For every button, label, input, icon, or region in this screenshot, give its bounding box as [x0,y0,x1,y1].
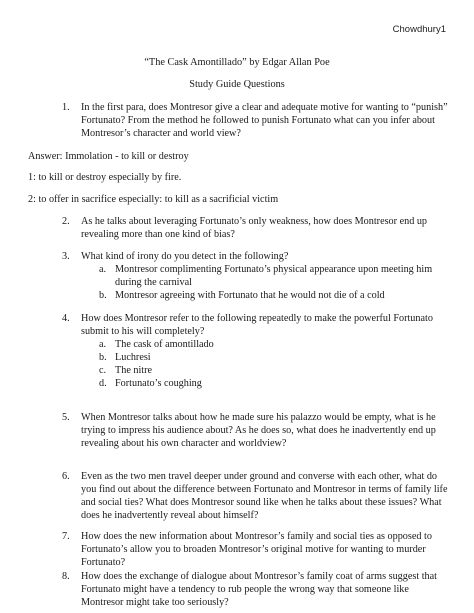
question-3-item-b: Montresor agreeing with Fortunato that he would not die of a cold [115,290,385,301]
question-3-item-b-label: b. [99,290,107,301]
question-6-line: you find out about the difference between Fortunato and Montresor in terms of family life [81,484,448,495]
question-6-line: and social ties? What does Montresor sound like when he talks about these issues? What [81,497,442,508]
question-8-line: Montresor might take too seriously? [81,597,229,608]
question-4-item-label: c. [99,365,107,376]
question-8-line: How does the exchange of dialogue about Montresor’s family coat of arms suggest that [81,571,438,582]
definition-2: 2: to offer in sacrifice especially: to kill as a sacrificial victim [28,194,279,205]
question-4-line: How does Montresor refer to the following repeatedly to make the powerful Fortunato [81,313,433,324]
question-2-line: revealing more than one kind of bias? [81,229,235,240]
question-5-line: When Montresor talks about how he made sure his palazzo would be empty, what is he [81,412,436,423]
question-4-item: Luchresi [115,352,151,363]
definition-1: 1: to kill or destroy especially by fire. [28,172,182,183]
question-7-line: Fortunato’s allow you to broaden Montresor’s original motive for wanting to murder [81,544,426,555]
question-4-item-label: d. [99,378,107,389]
question-7-line: How does the new information about Montresor’s family and social ties as opposed to [81,531,432,542]
question-5-number: 5. [62,412,70,423]
question-4-line: submit to his will completely? [81,326,205,337]
page-header-author: Chowdhury1 [392,24,446,35]
question-5-line: revealing about his own character and worldview? [81,438,287,449]
question-4-number: 4. [62,313,70,324]
question-7-number: 7. [62,531,70,542]
question-8-number: 8. [62,571,70,582]
question-3-item-a-label: a. [99,264,107,275]
question-6-line: Even as the two men travel deeper under ground and converse with each other, what do [81,471,438,482]
question-3-item-a: during the carnival [115,277,192,288]
question-4-item-label: a. [99,339,107,350]
answer-line: Answer: Immolation - to kill or destroy [28,151,189,162]
question-1-line: Montresor’s character and world view? [81,128,241,139]
question-4-item: The cask of amontillado [115,339,214,350]
question-3-line: What kind of irony do you detect in the following? [81,251,289,262]
question-6-line: does he inadvertently reveal about himself? [81,510,259,521]
question-1-line: In the first para, does Montresor give a clear and adequate motive for wanting to “punish” [81,102,448,113]
question-2-line: As he talks about leveraging Fortunato’s only weakness, how does Montresor end up [81,216,428,227]
question-6-number: 6. [62,471,70,482]
question-7-line: Fortunato? [81,557,126,568]
question-4-item: The nitre [115,365,153,376]
question-4-item-label: b. [99,352,107,363]
question-5-line: trying to impress his audience about? As he does so, what does he inadvertently end up [81,425,436,436]
question-8-line: Fortunato might have a tendency to rub people the wrong way that someone like [81,584,409,595]
question-1-line: Fortunato? From the method he followed to punish Fortunato what can you infer about [81,115,435,126]
document-subtitle: Study Guide Questions [189,79,285,90]
question-2-number: 2. [62,216,70,227]
question-4-item: Fortunato’s coughing [115,378,202,389]
question-3-item-a: Montresor complimenting Fortunato’s physical appearance upon meeting him [115,264,433,275]
question-3-number: 3. [62,251,70,262]
question-1-number: 1. [62,102,70,113]
document-title: “The Cask Amontillado” by Edgar Allan Poe [144,57,330,68]
